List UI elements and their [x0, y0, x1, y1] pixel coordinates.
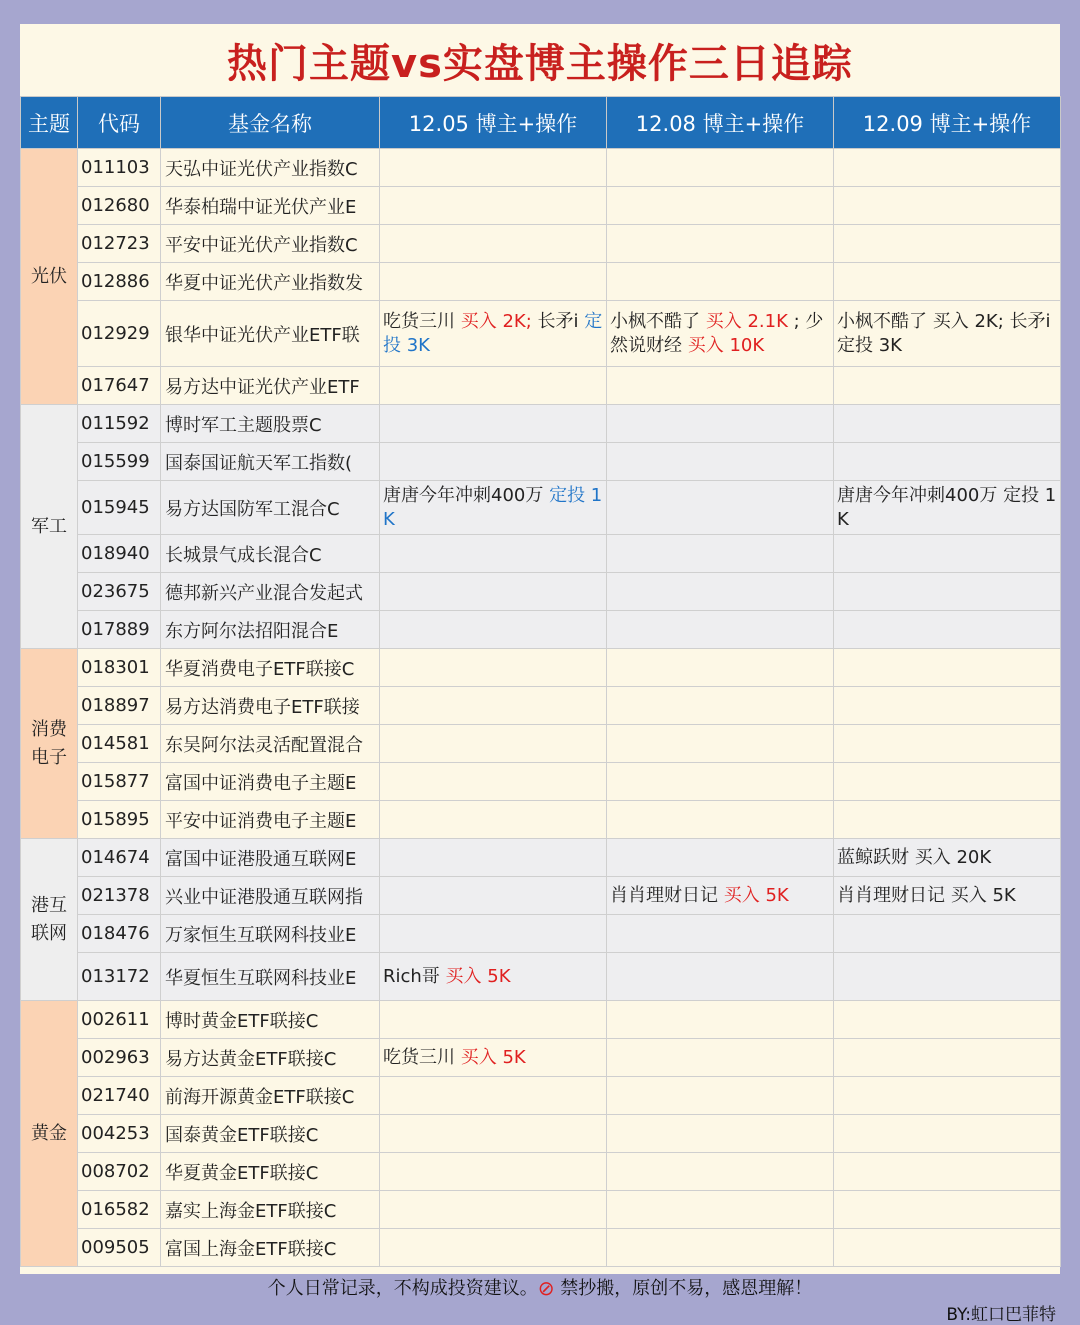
- disclaimer: [20, 1274, 1060, 1302]
- operation-cell: [607, 225, 834, 263]
- operation-cell: [607, 535, 834, 573]
- table-row: [21, 1077, 1061, 1115]
- fund-code: 011592: [78, 405, 161, 443]
- fund-name: 华夏消费电子ETF联接C: [161, 649, 380, 687]
- table-row: [21, 263, 1061, 301]
- table-row: [21, 1115, 1061, 1153]
- theme-label: 黄金: [21, 1001, 78, 1267]
- operation-cell: [607, 1115, 834, 1153]
- operation-cell: [834, 1229, 1061, 1267]
- operation-cell: [834, 225, 1061, 263]
- fund-code: 014674: [78, 839, 161, 877]
- fund-name: 平安中证光伏产业指数C: [161, 225, 380, 263]
- operation-cell: [607, 1153, 834, 1191]
- fund-code: 021740: [78, 1077, 161, 1115]
- blogger-text: ; 少然说财经: [610, 310, 824, 356]
- fund-code: 023675: [78, 573, 161, 611]
- table-row: [21, 301, 1061, 367]
- operation-cell: [380, 839, 607, 877]
- table-row: [21, 367, 1061, 405]
- operation-cell: [380, 1001, 607, 1039]
- fund-code: 018897: [78, 687, 161, 725]
- operation-cell: [380, 1077, 607, 1115]
- table-body: [21, 149, 1061, 1267]
- table-row: [21, 1153, 1061, 1191]
- blogger-text: 小枫不酷了: [610, 310, 706, 332]
- header-day-1209: 12.09 博主+操作: [834, 97, 1061, 149]
- operation-cell: [380, 1039, 607, 1077]
- operation-cell: [834, 877, 1061, 915]
- operation-cell: [834, 1115, 1061, 1153]
- operation-cell: [380, 725, 607, 763]
- table-row: [21, 801, 1061, 839]
- header-day-1205: 12.05 博主+操作: [380, 97, 607, 149]
- operation-cell: [834, 1191, 1061, 1229]
- header-theme: 主题: [21, 97, 78, 149]
- blogger-text: 唐唐今年冲刺400万 定投 1K: [837, 484, 1057, 530]
- operation-cell: [834, 763, 1061, 801]
- table-row: [21, 535, 1061, 573]
- operation-cell: [380, 801, 607, 839]
- invest-amount: 定投 3K: [383, 310, 603, 356]
- operation-cell: [607, 149, 834, 187]
- blogger-text: Rich哥: [383, 965, 446, 987]
- tracking-table: [20, 96, 1061, 1267]
- blogger-text: 肖肖理财日记: [610, 884, 724, 906]
- disclaimer-text-2: 禁抄搬，原创不易，感恩理解！: [554, 1278, 813, 1299]
- operation-cell: [607, 649, 834, 687]
- operation-cell: [834, 1153, 1061, 1191]
- operation-cell: [607, 801, 834, 839]
- fund-name: 天弘中证光伏产业指数C: [161, 149, 380, 187]
- header-day-1208: 12.08 博主+操作: [607, 97, 834, 149]
- fund-code: 004253: [78, 1115, 161, 1153]
- fund-name: 富国中证消费电子主题E: [161, 763, 380, 801]
- operation-cell: [607, 1229, 834, 1267]
- fund-name: 国泰黄金ETF联接C: [161, 1115, 380, 1153]
- table-row: [21, 611, 1061, 649]
- operation-cell: [380, 573, 607, 611]
- table-row: [21, 763, 1061, 801]
- fund-code: 012886: [78, 263, 161, 301]
- fund-name: 华夏中证光伏产业指数发: [161, 263, 380, 301]
- operation-cell: [834, 725, 1061, 763]
- fund-name: 前海开源黄金ETF联接C: [161, 1077, 380, 1115]
- header-fund-name: 基金名称: [161, 97, 380, 149]
- operation-cell: [834, 915, 1061, 953]
- fund-code: 018476: [78, 915, 161, 953]
- operation-cell: [607, 725, 834, 763]
- fund-code: 017889: [78, 611, 161, 649]
- table-row: [21, 481, 1061, 535]
- operation-cell: [834, 149, 1061, 187]
- operation-cell: [607, 301, 834, 367]
- fund-code: 021378: [78, 877, 161, 915]
- fund-code: 012723: [78, 225, 161, 263]
- operation-cell: [380, 535, 607, 573]
- table-row: [21, 839, 1061, 877]
- fund-name: 东方阿尔法招阳混合E: [161, 611, 380, 649]
- fund-name: 嘉实上海金ETF联接C: [161, 1191, 380, 1229]
- theme-label: 光伏: [21, 149, 78, 405]
- theme-label: 消费电子: [21, 649, 78, 839]
- table-row: [21, 1001, 1061, 1039]
- table-row: [21, 225, 1061, 263]
- operation-cell: [834, 187, 1061, 225]
- operation-cell: [380, 877, 607, 915]
- disclaimer-text: 个人日常记录，不构成投资建议。: [267, 1278, 538, 1299]
- fund-code: 018940: [78, 535, 161, 573]
- fund-code: 016582: [78, 1191, 161, 1229]
- buy-amount: 买入 5K: [445, 965, 511, 987]
- fund-code: 008702: [78, 1153, 161, 1191]
- operation-cell: [834, 839, 1061, 877]
- header-row: [21, 97, 1061, 149]
- fund-name: 华泰柏瑞中证光伏产业E: [161, 187, 380, 225]
- fund-name: 东吴阿尔法灵活配置混合: [161, 725, 380, 763]
- fund-code: 009505: [78, 1229, 161, 1267]
- operation-cell: [380, 1229, 607, 1267]
- fund-name: 富国上海金ETF联接C: [161, 1229, 380, 1267]
- operation-cell: [834, 301, 1061, 367]
- blogger-text: 小枫不酷了 买入 2K; 长矛i 定投 3K: [837, 310, 1051, 356]
- fund-name: 国泰国证航天军工指数(: [161, 443, 380, 481]
- fund-name: 博时黄金ETF联接C: [161, 1001, 380, 1039]
- header-code: 代码: [78, 97, 161, 149]
- fund-code: 015895: [78, 801, 161, 839]
- fund-name: 万家恒生互联网科技业E: [161, 915, 380, 953]
- operation-cell: [607, 1191, 834, 1229]
- fund-code: 013172: [78, 953, 161, 1001]
- operation-cell: [380, 1115, 607, 1153]
- fund-code: 002963: [78, 1039, 161, 1077]
- operation-cell: [380, 953, 607, 1001]
- prohibited-icon: ⊘: [537, 1276, 555, 1300]
- buy-amount: 买入 5K: [460, 1046, 526, 1068]
- operation-cell: [607, 687, 834, 725]
- operation-cell: [607, 877, 834, 915]
- operation-cell: [834, 611, 1061, 649]
- operation-cell: [834, 801, 1061, 839]
- operation-cell: [607, 1001, 834, 1039]
- operation-cell: [607, 481, 834, 535]
- fund-code: 002611: [78, 1001, 161, 1039]
- table-row: [21, 725, 1061, 763]
- operation-cell: [834, 263, 1061, 301]
- fund-name: 德邦新兴产业混合发起式: [161, 573, 380, 611]
- operation-cell: [607, 443, 834, 481]
- table-row: [21, 1229, 1061, 1267]
- fund-code: 012680: [78, 187, 161, 225]
- invest-amount: 定投 1K: [383, 484, 603, 530]
- fund-name: 易方达消费电子ETF联接: [161, 687, 380, 725]
- operation-cell: [607, 953, 834, 1001]
- operation-cell: [607, 187, 834, 225]
- operation-cell: [834, 573, 1061, 611]
- fund-name: 平安中证消费电子主题E: [161, 801, 380, 839]
- buy-amount: 买入 10K: [687, 334, 765, 356]
- table-row: [21, 687, 1061, 725]
- blogger-text: 肖肖理财日记 买入 5K: [837, 884, 1016, 906]
- fund-code: 011103: [78, 149, 161, 187]
- fund-code: 015599: [78, 443, 161, 481]
- blogger-text: 吃货三川: [383, 310, 461, 332]
- operation-cell: [380, 611, 607, 649]
- operation-cell: [380, 649, 607, 687]
- operation-cell: [834, 405, 1061, 443]
- fund-name: 易方达黄金ETF联接C: [161, 1039, 380, 1077]
- operation-cell: [607, 405, 834, 443]
- fund-code: 014581: [78, 725, 161, 763]
- buy-amount: 买入 2K;: [460, 310, 532, 332]
- table-row: [21, 877, 1061, 915]
- fund-name: 易方达国防军工混合C: [161, 481, 380, 535]
- table-row: [21, 405, 1061, 443]
- operation-cell: [834, 649, 1061, 687]
- blogger-text: 吃货三川: [383, 1046, 461, 1068]
- operation-cell: [607, 611, 834, 649]
- operation-cell: [607, 1077, 834, 1115]
- operation-cell: [607, 839, 834, 877]
- operation-cell: [607, 1039, 834, 1077]
- operation-cell: [834, 1077, 1061, 1115]
- fund-name: 兴业中证港股通互联网指: [161, 877, 380, 915]
- operation-cell: [834, 443, 1061, 481]
- table-row: [21, 149, 1061, 187]
- table-row: [21, 1191, 1061, 1229]
- table-row: [21, 649, 1061, 687]
- operation-cell: [380, 687, 607, 725]
- author-credit: BY:虹口巴菲特: [946, 1305, 1056, 1325]
- buy-amount: 买入 5K: [723, 884, 789, 906]
- operation-cell: [834, 1001, 1061, 1039]
- operation-cell: [380, 1191, 607, 1229]
- table-row: [21, 573, 1061, 611]
- table-row: [21, 953, 1061, 1001]
- fund-name: 华夏黄金ETF联接C: [161, 1153, 380, 1191]
- operation-cell: [607, 367, 834, 405]
- table-row: [21, 1039, 1061, 1077]
- fund-code: 017647: [78, 367, 161, 405]
- operation-cell: [380, 1153, 607, 1191]
- fund-code: 018301: [78, 649, 161, 687]
- fund-name: 博时军工主题股票C: [161, 405, 380, 443]
- blogger-text: 长矛i: [531, 310, 585, 332]
- operation-cell: [380, 915, 607, 953]
- operation-cell: [607, 263, 834, 301]
- operation-cell: [834, 1039, 1061, 1077]
- operation-cell: [380, 481, 607, 535]
- buy-amount: 买入 2.1K: [705, 310, 788, 332]
- blogger-text: 唐唐今年冲刺400万: [383, 484, 550, 506]
- operation-cell: [380, 225, 607, 263]
- operation-cell: [607, 915, 834, 953]
- fund-code: 012929: [78, 301, 161, 367]
- operation-cell: [380, 367, 607, 405]
- fund-name: 长城景气成长混合C: [161, 535, 380, 573]
- operation-cell: [834, 481, 1061, 535]
- fund-name: 易方达中证光伏产业ETF: [161, 367, 380, 405]
- operation-cell: [834, 953, 1061, 1001]
- operation-cell: [607, 763, 834, 801]
- operation-cell: [380, 763, 607, 801]
- table-row: [21, 187, 1061, 225]
- fund-code: 015877: [78, 763, 161, 801]
- table-row: [21, 915, 1061, 953]
- operation-cell: [834, 367, 1061, 405]
- operation-cell: [380, 263, 607, 301]
- page-title: 热门主题vs实盘博主操作三日追踪: [20, 24, 1060, 96]
- operation-cell: [834, 535, 1061, 573]
- operation-cell: [380, 405, 607, 443]
- fund-code: 015945: [78, 481, 161, 535]
- operation-cell: [380, 443, 607, 481]
- fund-name: 富国中证港股通互联网E: [161, 839, 380, 877]
- operation-cell: [607, 573, 834, 611]
- theme-label: 港互联网: [21, 839, 78, 1001]
- blogger-text: 蓝鲸跃财 买入 20K: [837, 846, 992, 868]
- fund-name: 华夏恒生互联网科技业E: [161, 953, 380, 1001]
- operation-cell: [380, 187, 607, 225]
- operation-cell: [380, 301, 607, 367]
- operation-cell: [380, 149, 607, 187]
- operation-cell: [834, 687, 1061, 725]
- fund-name: 银华中证光伏产业ETF联: [161, 301, 380, 367]
- theme-label: 军工: [21, 405, 78, 649]
- table-row: [21, 443, 1061, 481]
